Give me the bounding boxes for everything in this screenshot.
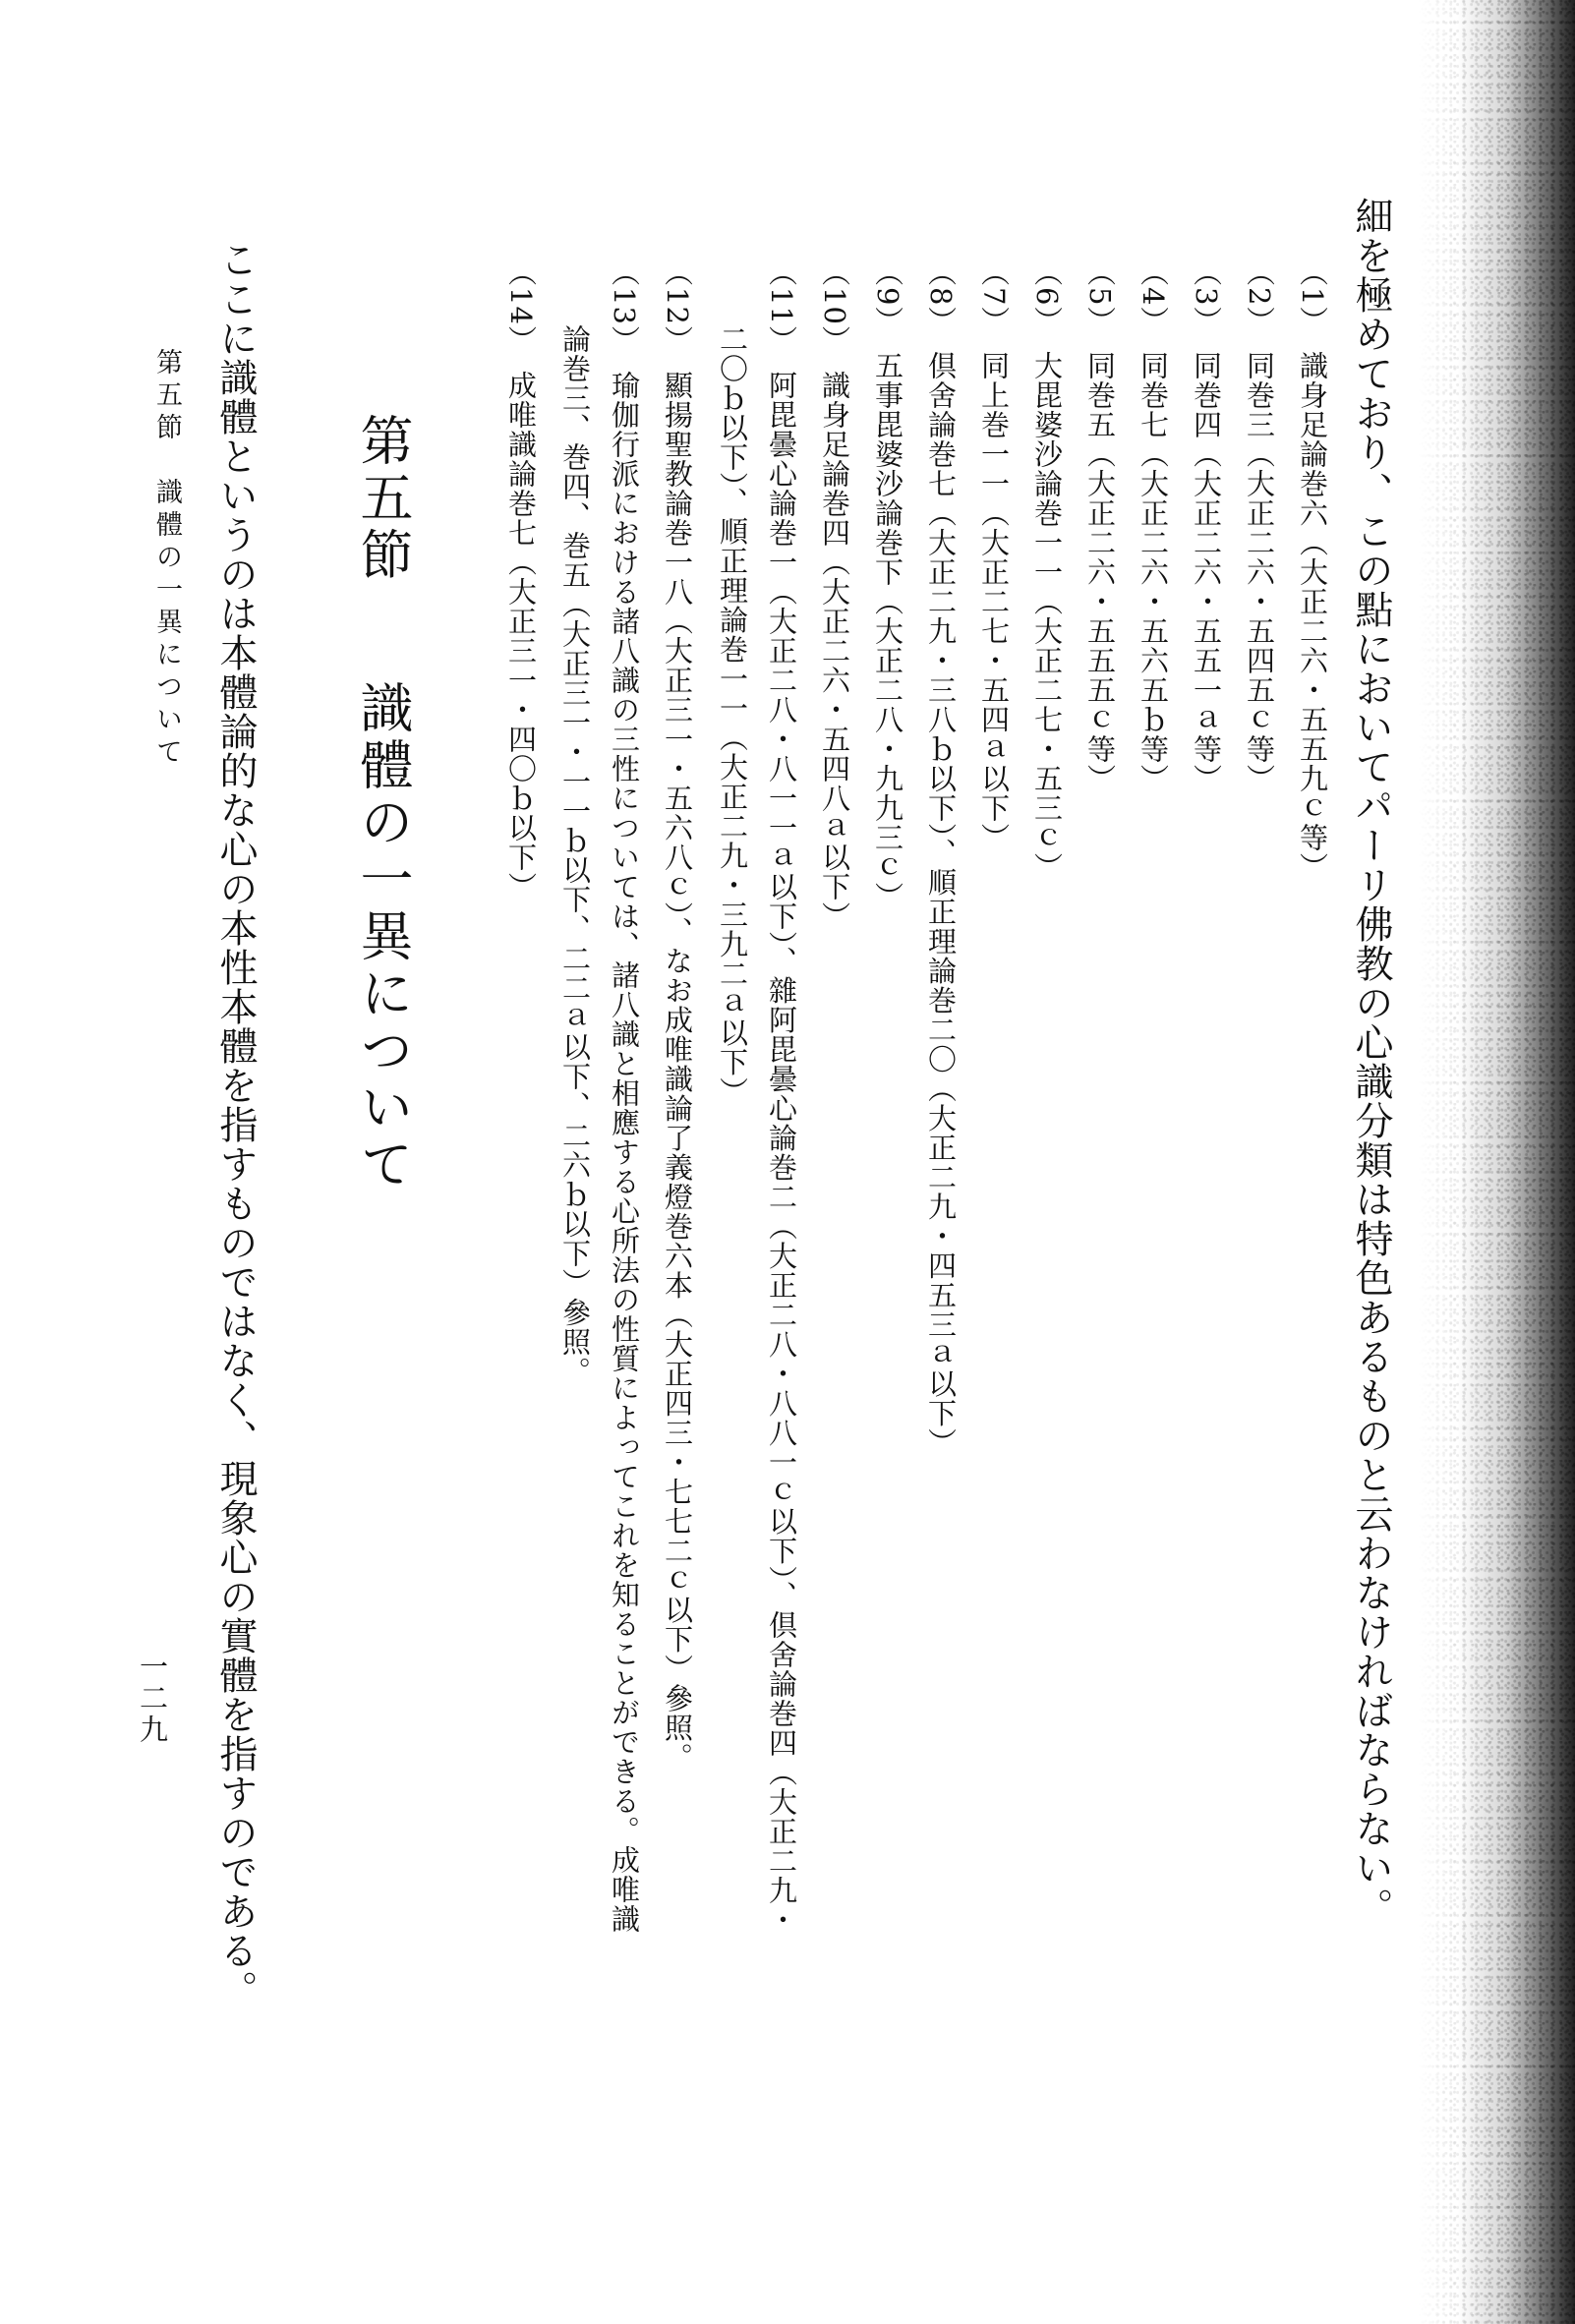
body-text-opening-line: 細を極めており、この點においてパーリ佛教の心識分類は特色あるものと云わなければならない。 bbox=[1349, 197, 1393, 1927]
note-11 bbox=[765, 258, 798, 1935]
note-number: （7） bbox=[977, 258, 1011, 336]
note-number: （14） bbox=[504, 258, 538, 355]
note-number: （4） bbox=[1137, 258, 1170, 336]
note-12 bbox=[661, 258, 694, 1772]
note-14 bbox=[504, 258, 538, 901]
note-text: 顯揚聖教論巻一八（大正三一・五六八ｃ）、なお成唯識論了義燈巻六本（大正四三・七七二ｃ以下）參照。 bbox=[661, 370, 694, 1772]
body-text-section-intro: ここに識體というのは本體論的な心の本性本體を指すものではなく、現象心の實體を指すのである。 bbox=[213, 240, 258, 2009]
note-6 bbox=[1030, 258, 1064, 883]
note-number: （3） bbox=[1190, 258, 1223, 336]
note-number: （2） bbox=[1243, 258, 1276, 336]
note-number: （5） bbox=[1083, 258, 1117, 336]
note-9 bbox=[873, 258, 902, 911]
note-text: 瑜伽行派における諸八識の三性については、諸八識と相應する心所法の性質によってこれを知ることができる。成唯識 bbox=[608, 370, 641, 1934]
note-text: 同上巻一一（大正二七・五四ａ以下） bbox=[977, 351, 1011, 853]
note-text: 同巻三（大正二六・五四五ｃ等） bbox=[1243, 351, 1276, 794]
running-head: 第五節 識體の一異について bbox=[151, 348, 182, 770]
note-5 bbox=[1083, 258, 1117, 794]
note-7 bbox=[977, 258, 1011, 853]
section-heading bbox=[352, 413, 414, 1194]
note-number: （12） bbox=[661, 258, 694, 355]
note-text: 同巻七（大正二六・五六五ｂ等） bbox=[1137, 351, 1170, 794]
note-text: 倶舍論巻七（大正二九・三八ｂ以下）、順正理論巻二〇（大正二九・四五三ａ以下） bbox=[924, 351, 958, 1458]
note-4 bbox=[1137, 258, 1170, 794]
section-title: 識體の一異について bbox=[352, 680, 414, 1194]
note-number: （8） bbox=[924, 258, 958, 336]
page-number: 一二九 bbox=[136, 1652, 169, 1746]
note-text: 阿毘曇心論巻一（大正二八・八一一ａ以下）、雜阿毘曇心論巻二（大正二八・八八一ｃ以下）、倶舍論巻四（大正二九・ bbox=[765, 370, 798, 1935]
note-text: 成唯識論巻七（大正三一・四〇ｂ以下） bbox=[504, 370, 538, 901]
note-number: （10） bbox=[818, 258, 851, 355]
note-13 bbox=[608, 258, 641, 1934]
note-1 bbox=[1296, 258, 1329, 883]
note-3 bbox=[1190, 258, 1223, 794]
note-8 bbox=[924, 258, 958, 1458]
note-text: 大毘婆沙論巻一一（大正二七・五三ｃ） bbox=[1030, 351, 1064, 883]
note-text: 同巻四（大正二六・五五一ａ等） bbox=[1190, 351, 1223, 794]
note-text: 識身足論巻四（大正二六・五四八ａ以下） bbox=[818, 370, 851, 931]
section-label: 第五節 bbox=[352, 413, 414, 584]
note-text: 同巻五（大正二六・五五五ｃ等） bbox=[1083, 351, 1117, 794]
note-number: （13） bbox=[608, 258, 641, 355]
note-11-continuation: 二〇ｂ以下）、順正理論巻一一（大正二九・三九二ａ以下） bbox=[716, 324, 749, 1107]
note-text: 識身足論巻六（大正二六・五五九ｃ等） bbox=[1296, 351, 1329, 883]
note-13-continuation: 論巻三、巻四、巻五（大正三一・一一ｂ以下、二二ａ以下、二六ｂ以下）參照。 bbox=[558, 324, 592, 1386]
note-text: 五事毘婆沙論巻下（大正二八・九九三ｃ） bbox=[871, 351, 904, 912]
note-number: （11） bbox=[765, 258, 798, 355]
note-number: （6） bbox=[1030, 258, 1064, 336]
scan-edge-speckle bbox=[1418, 0, 1575, 2324]
note-2 bbox=[1243, 258, 1276, 794]
note-number: （1） bbox=[1296, 258, 1329, 336]
note-number: （9） bbox=[871, 258, 904, 336]
note-10 bbox=[818, 258, 851, 931]
